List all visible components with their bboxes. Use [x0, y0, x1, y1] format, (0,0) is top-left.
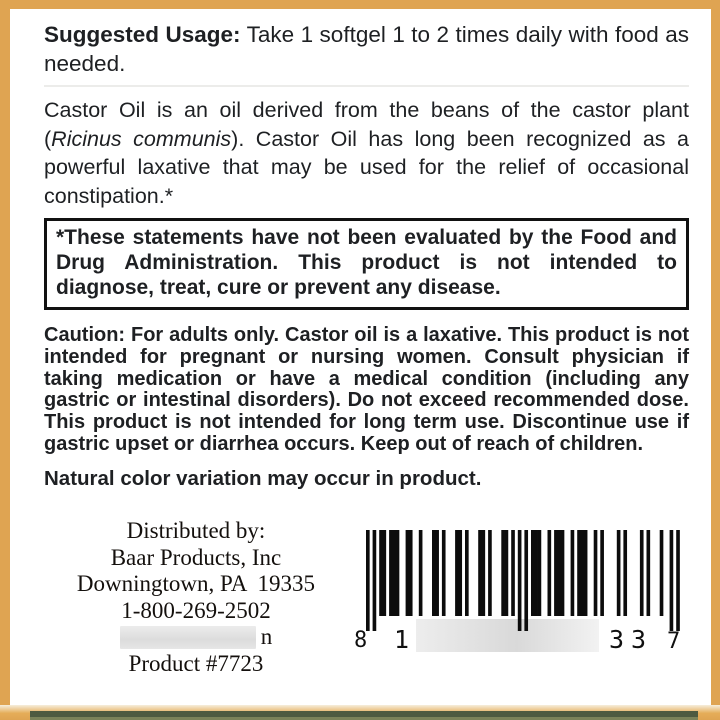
distributor-website-line [28, 624, 364, 651]
label-frame-right [711, 0, 720, 720]
fda-disclaimer-text: *These statements have not been evaluated by the Food and Drug Administration. This product is not intended to diagnose, treat, cure or prevent any disease. [56, 226, 677, 299]
section-divider [44, 85, 689, 87]
label-frame-left [0, 0, 10, 720]
label-body [44, 20, 689, 491]
description-text-2: ). Castor Oil has long been recognized as a powerful laxative that may be used for the relief of occasional constipation.* [44, 126, 689, 208]
barcode-digit-left-first: 1 [394, 625, 410, 654]
product-number: Product #7723 [128, 650, 264, 676]
suggested-usage-text: Take 1 softgel 1 to 2 times daily with food as needed. [44, 22, 689, 76]
label-frame-top [0, 0, 720, 9]
distributor-block [28, 518, 364, 677]
suggested-usage-paragraph [44, 20, 689, 78]
website-visible-suffix: n [260, 624, 273, 649]
barcode-digit-left-outer: 8 [354, 628, 368, 653]
species-name-italic: Ricinus communis [51, 126, 232, 151]
distributor-company: Baar Products, Inc [110, 544, 282, 570]
redaction-box-website [120, 626, 256, 649]
suggested-usage-heading: Suggested Usage: [44, 22, 241, 47]
description-paragraph [44, 96, 689, 210]
color-variation-note: Natural color variation may occur in product. [44, 466, 482, 490]
barcode-digits-right-group: 33 [609, 625, 654, 654]
caution-paragraph: Caution: For adults only. Castor oil is a laxative. This product is not intended for pregnant or nursing women. Consult physician if taking medication or have a medical condition (including any gastric or intestinal disorders). Do not exceed recommended dose. This product is not intended for long term use. Discontinue use if gastric upset or diarrhea occurs. Keep out of reach of children. [44, 324, 689, 455]
fda-disclaimer-box [44, 218, 689, 310]
distributor-phone: 1-800-269-2502 [121, 597, 271, 623]
distributor-address: Downingtown, PA 19335 [76, 571, 316, 596]
upc-barcode [352, 524, 702, 674]
barcode-digit-right-outer: 7 [667, 629, 681, 654]
distributed-by-label: Distributed by: [126, 518, 266, 543]
description-text-1: Castor Oil is an oil derived from the beans of the castor plant ( [44, 98, 689, 151]
label-frame-bottom [0, 705, 720, 720]
bottle-edge-strip [30, 711, 698, 720]
